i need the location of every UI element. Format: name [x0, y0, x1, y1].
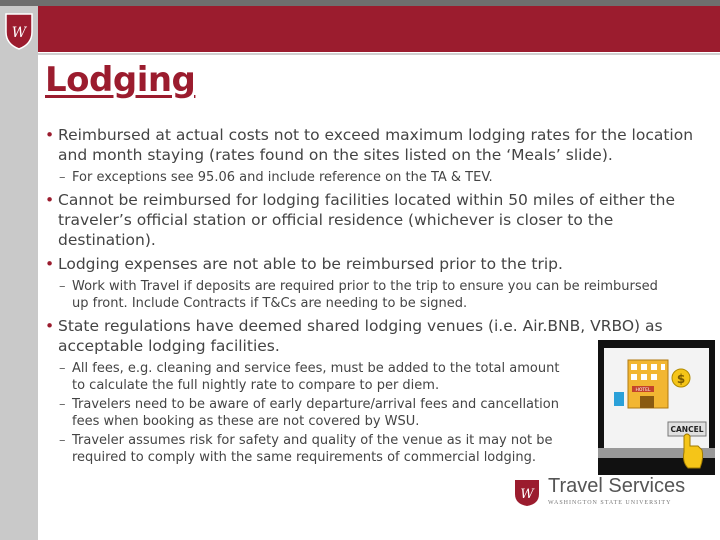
sub-bullet-3-1: – Work with Travel if deposits are required prior to the trip to ensure you can be reimbursed up front. Include Contracts if T&Cs are needing to be signed. — [45, 278, 672, 312]
left-sidebar — [0, 52, 38, 540]
sub-bullet-4-2: – Travelers need to be aware of early departure/arrival fees and cancellation fees when booking as these are not covered by WSU. — [45, 396, 572, 430]
sub-bullet-4-1: – All fees, e.g. cleaning and service fees, must be added to the total amount to calculate the full nightly rate to compare to per diem. — [45, 360, 572, 394]
header-logo — [0, 6, 38, 52]
wsu-cougar-logo-icon — [512, 477, 542, 507]
header-band — [0, 6, 720, 52]
bullet-4: • State regulations have deemed shared lodging venues (i.e. Air.BNB, VRBO) as acceptable lodging facilities. — [45, 316, 715, 356]
laptop-hotel-booking-cancel-icon — [598, 340, 715, 475]
university-name: WASHINGTON STATE UNIVERSITY — [548, 500, 672, 506]
sub-bullet-4-3: – Traveler assumes risk for safety and quality of the venue as it may not be required to comply with the same requirements of commercial lodging. — [45, 432, 572, 466]
bullet-3: • Lodging expenses are not able to be reimbursed prior to the trip. — [45, 254, 715, 274]
title-divider — [38, 53, 720, 55]
sub-bullet-1-1: – For exceptions see 95.06 and include reference on the TA & TEV. — [45, 169, 715, 186]
dollar-sign: $ — [676, 372, 686, 386]
hotel-sign-text: HOTEL — [635, 388, 651, 393]
wsu-cougar-shield-icon — [0, 6, 38, 52]
svg-text:W: W — [11, 25, 27, 41]
svg-text:W: W — [520, 487, 534, 502]
bullet-1: • Reimbursed at actual costs not to exceed maximum lodging rates for the location and month staying (rates found on the sites listed on the ‘Meals’ slide). — [45, 125, 715, 165]
bullet-2: • Cannot be reimbursed for lodging facilities located within 50 miles of either the traveler’s official station or official residence (whichever is closer to the destination). — [45, 190, 715, 250]
slide-title: Lodging — [45, 60, 196, 100]
travel-services-name: Travel Services — [548, 475, 686, 497]
travel-services-branding — [512, 473, 712, 513]
cancel-label: CANCEL — [670, 425, 704, 434]
